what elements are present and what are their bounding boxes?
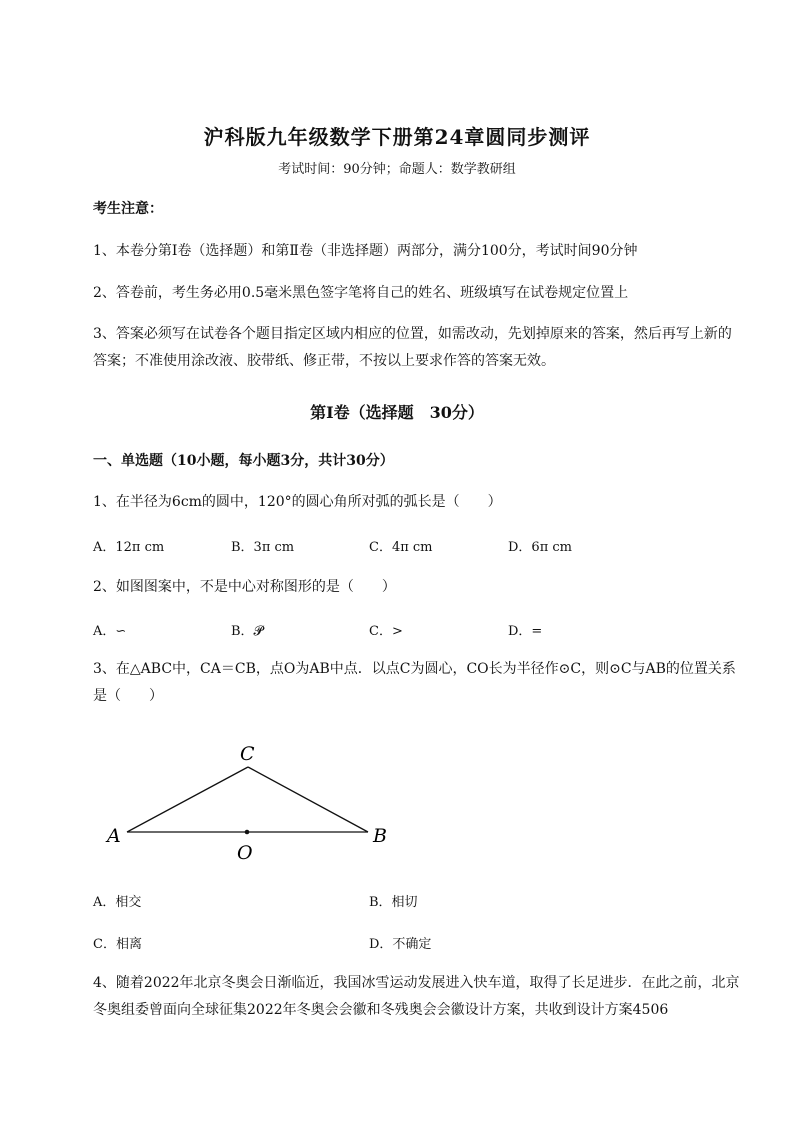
question-2-option-d: D．=	[508, 624, 543, 639]
question-1-option-b: B．3π cm	[231, 540, 295, 555]
question-4-stem: 4、随着2022年北京冬奥会日渐临近，我国冰雪运动发展进入快车道，取得了长足进步．在此之前，北京冬奥组委曾面向全球征集2022年冬奥会会徽和冬残奥会会徽设计方案，共收到设计方案4506	[93, 975, 740, 1018]
midpoint-o	[245, 830, 250, 835]
label-a: A	[107, 825, 121, 847]
question-3-option-a: A．相交	[93, 895, 142, 910]
question-2-option-b: B．𝓟	[231, 624, 263, 639]
question-1-option-c: C．4π cm	[369, 540, 433, 555]
question-3-option-c: C．相离	[93, 937, 142, 952]
document-title: 沪科版九年级数学下册第24章圆同步测评	[203, 125, 591, 149]
part-one-title: 第I卷（选择题 30分）	[310, 403, 484, 422]
question-2-option-c: C．>	[369, 624, 403, 639]
side-ac	[127, 767, 248, 832]
notice-item-3: 3、答案必须写在试卷各个题目指定区域内相应的位置，如需改动，先划掉原来的答案，然后再写上新的答案；不准使用涂改液、胶带纸、修正带，不按以上要求作答的答案无效。	[93, 326, 732, 369]
document-subtitle: 考试时间：90分钟；命题人：数学教研组	[278, 162, 516, 177]
question-2-stem: 2、如图图案中，不是中心对称图形的是（ ）	[93, 579, 396, 595]
question-3-stem: 3、在△ABC中，CA＝CB，点O为AB中点．以点C为圆心，CO长为半径作⊙C，则⊙C与AB的位置关系是（ ）	[93, 661, 736, 704]
question-2-option-a: A．∽	[93, 624, 127, 639]
question-3-option-d: D．不确定	[369, 937, 432, 952]
question-1-stem: 1、在半径为6cm的圆中，120°的圆心角所对弧的弧长是（ ）	[93, 494, 502, 510]
label-b: B	[373, 825, 387, 847]
notice-item-2: 2、答卷前，考生务必用0.5毫米黑色签字笔将自己的姓名、班级填写在试卷规定位置上	[93, 285, 629, 301]
section-heading: 一、单选题（10小题，每小题3分，共计30分）	[93, 453, 394, 469]
side-cb	[248, 767, 368, 832]
label-o: O	[237, 842, 253, 864]
notice-item-1: 1、本卷分第I卷（选择题）和第Ⅱ卷（非选择题）两部分，满分100分，考试时间90分钟	[93, 243, 638, 259]
label-c: C	[240, 743, 255, 765]
question-1-option-d: D．6π cm	[508, 540, 572, 555]
notice-heading: 考生注意：	[93, 201, 163, 217]
question-1-option-a: A．12π cm	[93, 540, 165, 555]
triangle-figure	[95, 735, 405, 865]
question-3-option-b: B．相切	[369, 895, 418, 910]
